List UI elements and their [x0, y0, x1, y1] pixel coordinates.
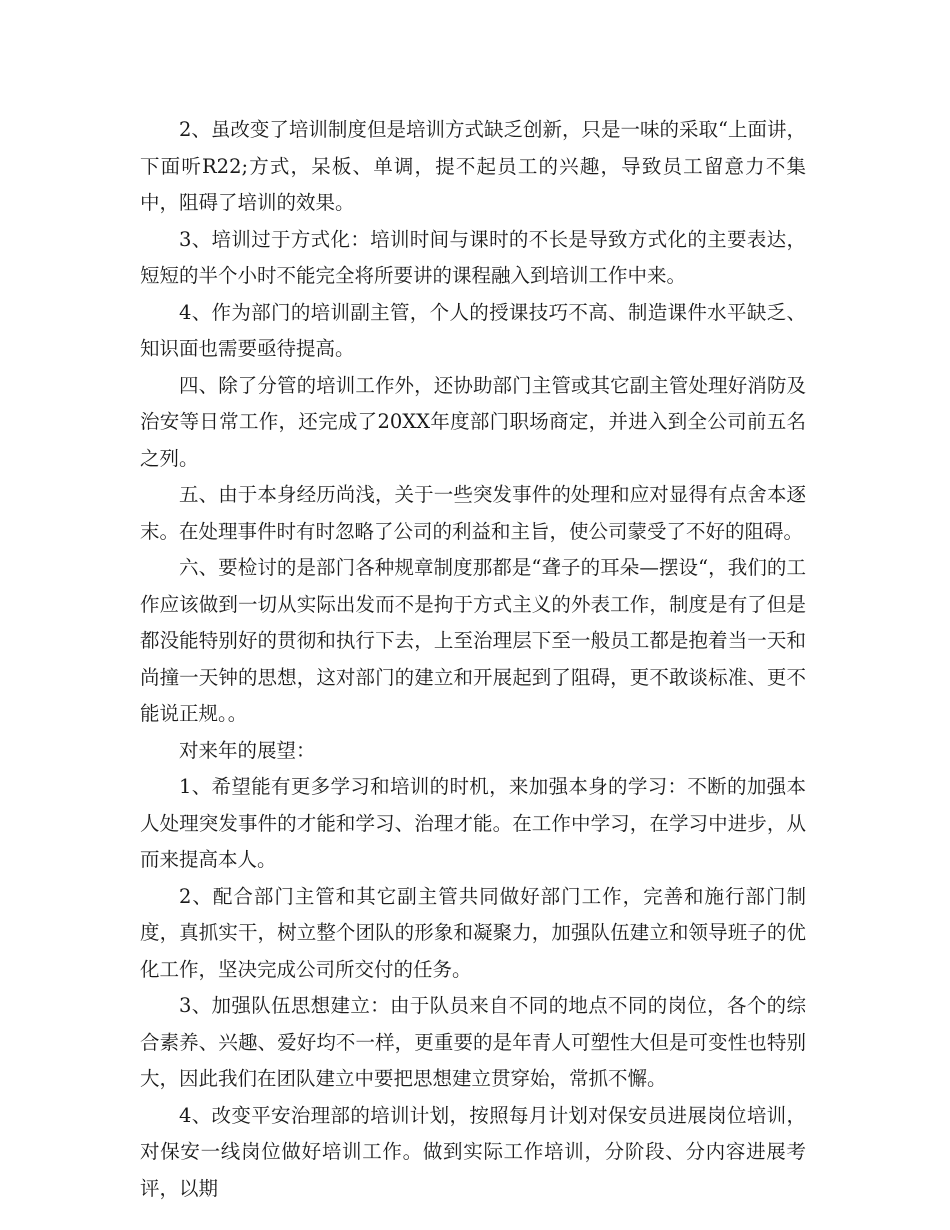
document-page — [140, 112, 806, 1207]
paragraph-outlook-3: 3、加强队伍思想建立：由于队员来自不同的地点不同的岗位，各个的综合素养、兴趣、爱好均不一样，更重要的是年青人可塑性大但是可变性也特别大，因此我们在团队建立中要把思想建立贯穿始，常抓不懈。 — [140, 994, 806, 1090]
paragraph-training-formalized: 3、培训过于方式化：培训时间与课时的不长是导致方式化的主要表达，短短的半个小时不能完全将所要讲的课程融入到培训工作中来。 — [140, 227, 806, 287]
paragraph-outlook-1: 1、希望能有更多学习和培训的时机，来加强本身的学习：不断的加强本人处理突发事件的才能和学习、治理才能。在工作中学习，在学习中进步，从而来提高本人。 — [140, 775, 806, 871]
section-heading-outlook: 对来年的展望： — [179, 738, 316, 762]
paragraph-deputy-skills: 4、作为部门的培训副主管，个人的授课技巧不高、制造课件水平缺乏、知识面也需要亟待提高。 — [140, 300, 806, 360]
paragraph-section-six: 六、要检讨的是部门各种规章制度那都是“聋子的耳朵—摆设“，我们的工作应该做到一切从实际出发而不是拘于方式主义的外表工作，制度是有了但是都没能特别好的贯彻和执行下去，上至治理层下至一般员工都是抱着当一天和尚撞一天钟的思想，这对部门的建立和开展起到了阻碍，更不敢谈标准、更不能说正规。。 — [140, 556, 806, 725]
paragraph-section-four: 四、除了分管的培训工作外，还协助部门主管或其它副主管处理好消防及治安等日常工作，还完成了20XX年度部门职场商定，并进入到全公司前五名之列。 — [140, 373, 806, 470]
paragraph-outlook-2: 2、配合部门主管和其它副主管共同做好部门工作，完善和施行部门制度，真抓实干，树立整个团队的形象和凝聚力，加强队伍建立和领导班子的优化工作，坚决完成公司所交付的任务。 — [140, 884, 806, 981]
paragraph-outlook-4: 4、改变平安治理部的培训计划，按照每月计划对保安员进展岗位培训，对保安一线岗位做好培训工作。做到实际工作培训，分阶段、分内容进展考评，以期 — [140, 1103, 806, 1200]
paragraph-training-method: 2、虽改变了培训制度但是培训方式缺乏创新，只是一味的采取“上面讲，下面听R22;方式，呆板、单调，提不起员工的兴趣，导致员工留意力不集中，阻碍了培训的效果。 — [140, 118, 806, 214]
paragraph-section-five: 五、由于本身经历尚浅，关于一些突发事件的处理和应对显得有点舍本逐末。在处理事件时有时忽略了公司的利益和主旨，使公司蒙受了不好的阻碍。 — [140, 483, 806, 543]
